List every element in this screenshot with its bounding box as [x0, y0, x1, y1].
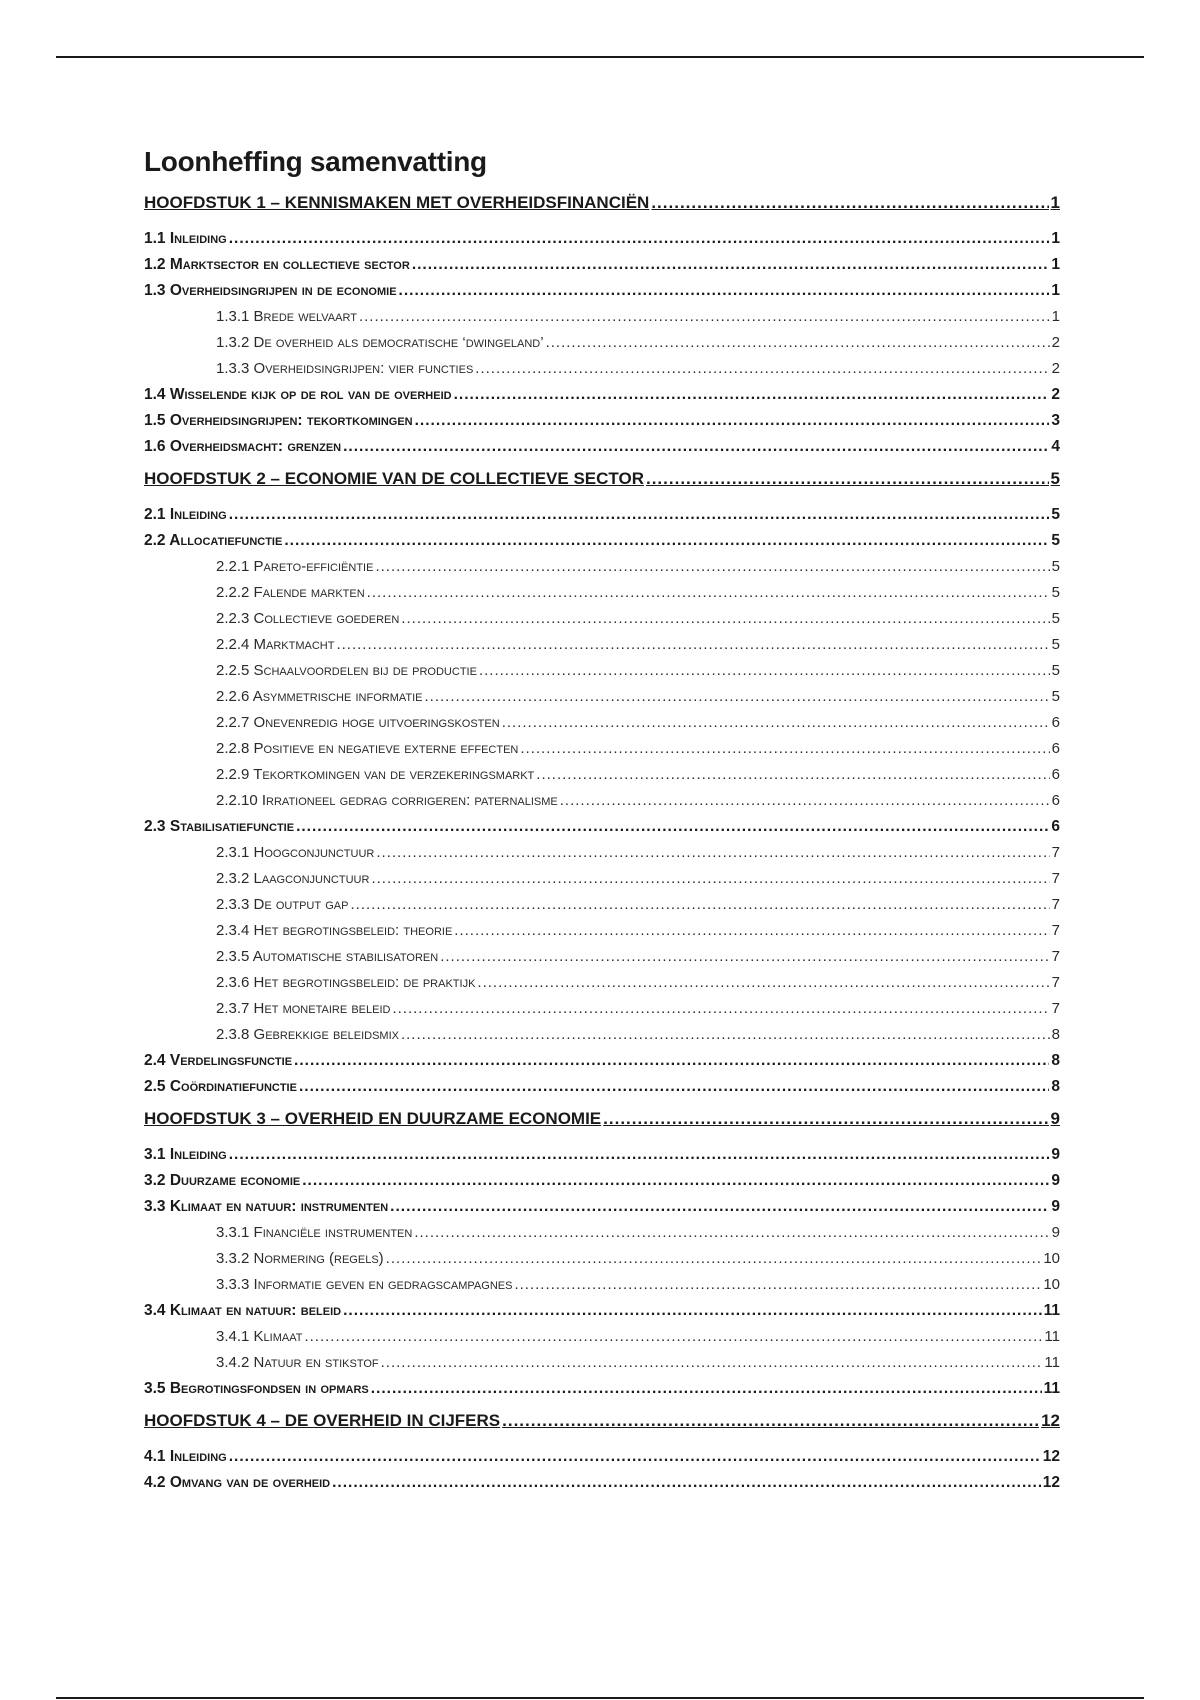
toc-entry-label: 2.2.1 Pareto-efficiëntie — [216, 558, 374, 575]
toc-dot-leader — [229, 226, 1050, 252]
toc-dot-leader — [651, 190, 1048, 216]
toc-dot-leader — [343, 1298, 1042, 1324]
toc-entry-label: 2.3.5 Automatische stabilisatoren — [216, 948, 439, 965]
toc-page-number: 8 — [1051, 1052, 1060, 1069]
toc-dot-leader — [475, 356, 1049, 382]
toc-entry-label: 2.2.7 Onevenredig hoge uitvoeringskosten — [216, 714, 500, 731]
toc-entry-label: 2.2.8 Positieve en negatieve externe effecten — [216, 740, 519, 757]
toc-subsection-entry[interactable] — [144, 892, 1060, 918]
toc-dot-leader — [477, 970, 1049, 996]
toc-page-number: 9 — [1051, 1198, 1060, 1215]
toc-subsection-entry[interactable] — [144, 1022, 1060, 1048]
toc-entry-label: 2.2.6 Asymmetrische informatie — [216, 688, 423, 705]
toc-section-entry[interactable] — [144, 1470, 1060, 1496]
toc-page-number: 2 — [1051, 334, 1060, 351]
toc-subsection-entry[interactable] — [144, 632, 1060, 658]
table-of-contents — [144, 190, 1060, 1496]
toc-page-number: 5 — [1051, 688, 1060, 705]
toc-entry-label: 3.4 Klimaat en natuur: beleid — [144, 1302, 342, 1319]
toc-entry-label: 2.3.1 Hoogconjunctuur — [216, 844, 375, 861]
toc-entry-label: 2.3.6 Het begrotingsbeleid: de praktijk — [216, 974, 476, 991]
toc-page-number: 9 — [1051, 1146, 1060, 1163]
toc-page-number: 5 — [1051, 636, 1060, 653]
toc-page-number: 6 — [1051, 740, 1060, 757]
toc-entry-label: 2.2 Allocatiefunctie — [144, 532, 283, 549]
toc-section-entry[interactable] — [144, 1444, 1060, 1470]
toc-page-number: 1 — [1051, 230, 1060, 247]
toc-dot-leader — [299, 1074, 1049, 1100]
toc-page-number: 11 — [1043, 1302, 1060, 1319]
toc-dot-leader — [332, 1470, 1041, 1496]
toc-section-entry[interactable] — [144, 1194, 1060, 1220]
toc-dot-leader — [454, 918, 1049, 944]
toc-entry-label: 2.2.4 Marktmacht — [216, 636, 335, 653]
toc-subsection-entry[interactable] — [144, 1246, 1060, 1272]
toc-dot-leader — [229, 1142, 1050, 1168]
toc-page-number: 6 — [1051, 766, 1060, 783]
toc-chapter-entry[interactable] — [144, 466, 1060, 492]
toc-subsection-entry[interactable] — [144, 970, 1060, 996]
toc-dot-leader — [440, 944, 1049, 970]
toc-entry-label: 3.3.3 Informatie geven en gedragscampagnes — [216, 1276, 513, 1293]
toc-entry-label: 1.3.1 Brede welvaart — [216, 308, 357, 325]
toc-subsection-entry[interactable] — [144, 788, 1060, 814]
toc-entry-label: 3.3.2 Normering (regels) — [216, 1250, 384, 1267]
footer-rule — [56, 1697, 1144, 1699]
toc-section-entry[interactable] — [144, 226, 1060, 252]
toc-entry-label: HOOFDSTUK 4 – DE OVERHEID IN CIJFERS — [144, 1411, 501, 1430]
toc-page-number: 11 — [1044, 1354, 1060, 1371]
toc-page-number: 6 — [1051, 818, 1060, 835]
toc-subsection-entry[interactable] — [144, 580, 1060, 606]
toc-entry-label: 2.3.2 Laagconjunctuur — [216, 870, 370, 887]
toc-page-number: 5 — [1051, 532, 1060, 549]
toc-entry-label: 1.6 Overheidsmacht: grenzen — [144, 438, 342, 455]
toc-entry-label: 1.2 Marktsector en collectieve sector — [144, 256, 410, 273]
toc-dot-leader — [381, 1350, 1043, 1376]
toc-dot-leader — [479, 658, 1050, 684]
toc-page-number: 8 — [1051, 1078, 1060, 1095]
toc-page-number: 12 — [1042, 1448, 1060, 1465]
toc-section-entry[interactable] — [144, 1298, 1060, 1324]
toc-dot-leader — [284, 528, 1049, 554]
toc-entry-label: 2.3.7 Het monetaire beleid — [216, 1000, 391, 1017]
toc-entry-label: 2.2.10 Irrationeel gedrag corrigeren: paternalisme — [216, 792, 558, 809]
toc-page-number: 5 — [1050, 469, 1060, 488]
toc-page-number: 6 — [1051, 792, 1060, 809]
toc-entry-label: 1.3 Overheidsingrijpen in de economie — [144, 282, 397, 299]
toc-entry-label: 1.4 Wisselende kijk op de rol van de overheid — [144, 386, 452, 403]
toc-dot-leader — [536, 762, 1049, 788]
toc-dot-leader — [399, 278, 1050, 304]
toc-subsection-entry[interactable] — [144, 356, 1060, 382]
toc-page-number: 5 — [1051, 506, 1060, 523]
toc-entry-label: 3.4.1 Klimaat — [216, 1328, 303, 1345]
toc-section-entry[interactable] — [144, 434, 1060, 460]
toc-entry-label: 2.5 Coördinatiefunctie — [144, 1078, 297, 1095]
toc-entry-label: 2.3 Stabilisatiefunctie — [144, 818, 295, 835]
toc-page-number: 7 — [1051, 844, 1060, 861]
toc-page-number: 2 — [1051, 386, 1060, 403]
toc-page-number: 7 — [1051, 870, 1060, 887]
toc-page-number: 12 — [1041, 1411, 1060, 1430]
toc-page-number: 9 — [1050, 1109, 1060, 1128]
toc-dot-leader — [294, 1048, 1049, 1074]
toc-entry-label: 1.1 Inleiding — [144, 230, 227, 247]
toc-page-number: 7 — [1051, 922, 1060, 939]
toc-entry-label: 2.2.5 Schaalvoordelen bij de productie — [216, 662, 477, 679]
toc-page-number: 1 — [1051, 256, 1060, 273]
toc-entry-label: 1.3.3 Overheidsingrijpen: vier functies — [216, 360, 474, 377]
toc-dot-leader — [502, 1408, 1039, 1434]
toc-subsection-entry[interactable] — [144, 918, 1060, 944]
toc-subsection-entry[interactable] — [144, 710, 1060, 736]
toc-page-number: 11 — [1044, 1328, 1060, 1345]
toc-dot-leader — [546, 330, 1050, 356]
toc-dot-leader — [376, 840, 1049, 866]
toc-dot-leader — [343, 434, 1049, 460]
toc-page-number: 7 — [1051, 948, 1060, 965]
toc-section-entry[interactable] — [144, 1168, 1060, 1194]
toc-section-entry[interactable] — [144, 1376, 1060, 1402]
toc-dot-leader — [401, 1022, 1050, 1048]
toc-subsection-entry[interactable] — [144, 1220, 1060, 1246]
toc-page-number: 4 — [1051, 438, 1060, 455]
toc-dot-leader — [304, 1324, 1042, 1350]
toc-entry-label: HOOFDSTUK 3 – OVERHEID EN DUURZAME ECONOMIE — [144, 1109, 602, 1128]
toc-subsection-entry[interactable] — [144, 1350, 1060, 1376]
toc-section-entry[interactable] — [144, 528, 1060, 554]
toc-page-number: 7 — [1051, 896, 1060, 913]
toc-entry-label: 3.4.2 Natuur en stikstof — [216, 1354, 379, 1371]
toc-subsection-entry[interactable] — [144, 736, 1060, 762]
toc-page-number: 5 — [1051, 558, 1060, 575]
toc-dot-leader — [603, 1106, 1048, 1132]
toc-dot-leader — [375, 554, 1049, 580]
toc-section-entry[interactable] — [144, 1074, 1060, 1100]
toc-subsection-entry[interactable] — [144, 866, 1060, 892]
toc-page-number: 1 — [1050, 193, 1060, 212]
toc-entry-label: 4.2 Omvang van de overheid — [144, 1474, 331, 1491]
toc-page-number: 2 — [1051, 360, 1060, 377]
toc-entry-label: 2.2.2 Falende markten — [216, 584, 365, 601]
toc-page-number: 8 — [1051, 1026, 1060, 1043]
toc-dot-leader — [359, 304, 1050, 330]
toc-dot-leader — [560, 788, 1050, 814]
toc-dot-leader — [514, 1272, 1041, 1298]
toc-entry-label: 3.1 Inleiding — [144, 1146, 227, 1163]
toc-section-entry[interactable] — [144, 382, 1060, 408]
toc-entry-label: 1.5 Overheidsingrijpen: tekortkomingen — [144, 412, 413, 429]
toc-section-entry[interactable] — [144, 278, 1060, 304]
toc-subsection-entry[interactable] — [144, 330, 1060, 356]
toc-page-number: 7 — [1051, 974, 1060, 991]
toc-page-number: 5 — [1051, 662, 1060, 679]
toc-page-number: 12 — [1042, 1474, 1060, 1491]
toc-entry-label: 2.4 Verdelingsfunctie — [144, 1052, 293, 1069]
toc-entry-label: 4.1 Inleiding — [144, 1448, 227, 1465]
toc-entry-label: 3.3.1 Financiële instrumenten — [216, 1224, 413, 1241]
toc-dot-leader — [296, 814, 1049, 840]
toc-dot-leader — [390, 1194, 1049, 1220]
header-rule — [56, 56, 1144, 58]
toc-subsection-entry[interactable] — [144, 554, 1060, 580]
toc-page-number: 7 — [1051, 1000, 1060, 1017]
toc-entry-label: 2.3.4 Het begrotingsbeleid: theorie — [216, 922, 453, 939]
toc-dot-leader — [425, 684, 1050, 710]
toc-page-number: 1 — [1051, 308, 1060, 325]
toc-page-number: 9 — [1051, 1224, 1060, 1241]
toc-dot-leader — [415, 408, 1050, 434]
toc-subsection-entry[interactable] — [144, 658, 1060, 684]
toc-subsection-entry[interactable] — [144, 1272, 1060, 1298]
toc-chapter-entry[interactable] — [144, 1106, 1060, 1132]
toc-page-number: 5 — [1051, 584, 1060, 601]
toc-subsection-entry[interactable] — [144, 944, 1060, 970]
toc-dot-leader — [386, 1246, 1042, 1272]
toc-dot-leader — [302, 1168, 1049, 1194]
toc-entry-label: 3.3 Klimaat en natuur: instrumenten — [144, 1198, 389, 1215]
toc-dot-leader — [502, 710, 1050, 736]
toc-page-number: 11 — [1043, 1380, 1060, 1397]
toc-subsection-entry[interactable] — [144, 840, 1060, 866]
toc-dot-leader — [646, 466, 1049, 492]
toc-subsection-entry[interactable] — [144, 1324, 1060, 1350]
toc-dot-leader — [336, 632, 1049, 658]
toc-dot-leader — [371, 866, 1049, 892]
toc-entry-label: HOOFDSTUK 1 – KENNISMAKEN MET OVERHEIDSFINANCIËN — [144, 193, 650, 212]
toc-page-number: 3 — [1051, 412, 1060, 429]
toc-dot-leader — [392, 996, 1049, 1022]
toc-section-entry[interactable] — [144, 814, 1060, 840]
toc-subsection-entry[interactable] — [144, 304, 1060, 330]
toc-dot-leader — [229, 502, 1050, 528]
toc-section-entry[interactable] — [144, 252, 1060, 278]
toc-subsection-entry[interactable] — [144, 996, 1060, 1022]
toc-entry-label: 3.2 Duurzame economie — [144, 1172, 301, 1189]
toc-dot-leader — [371, 1376, 1042, 1402]
toc-chapter-entry[interactable] — [144, 190, 1060, 216]
toc-entry-label: 2.2.3 Collectieve goederen — [216, 610, 400, 627]
toc-entry-label: 2.1 Inleiding — [144, 506, 227, 523]
document-page — [144, 140, 1060, 1496]
toc-dot-leader — [229, 1444, 1041, 1470]
toc-page-number: 10 — [1043, 1276, 1060, 1293]
toc-page-number: 10 — [1043, 1250, 1060, 1267]
toc-entry-label: 2.3.3 De output gap — [216, 896, 349, 913]
toc-dot-leader — [367, 580, 1050, 606]
toc-page-number: 1 — [1051, 282, 1060, 299]
toc-subsection-entry[interactable] — [144, 762, 1060, 788]
toc-entry-label: 3.5 Begrotingsfondsen in opmars — [144, 1380, 369, 1397]
toc-section-entry[interactable] — [144, 1142, 1060, 1168]
toc-dot-leader — [520, 736, 1049, 762]
toc-dot-leader — [350, 892, 1049, 918]
toc-entry-label: HOOFDSTUK 2 – ECONOMIE VAN DE COLLECTIEVE SECTOR — [144, 469, 644, 488]
toc-entry-label: 2.3.8 Gebrekkige beleidsmix — [216, 1026, 399, 1043]
toc-page-number: 6 — [1051, 714, 1060, 731]
toc-subsection-entry[interactable] — [144, 684, 1060, 710]
toc-entry-label: 1.3.2 De overheid als democratische ‘dwingeland’ — [216, 334, 544, 351]
toc-page-number: 9 — [1051, 1172, 1060, 1189]
toc-dot-leader — [414, 1220, 1049, 1246]
toc-page-number: 5 — [1051, 610, 1060, 627]
toc-section-entry[interactable] — [144, 408, 1060, 434]
document-title: Loonheffing samenvatting — [144, 146, 487, 177]
toc-dot-leader — [412, 252, 1050, 278]
toc-section-entry[interactable] — [144, 1048, 1060, 1074]
toc-section-entry[interactable] — [144, 502, 1060, 528]
toc-dot-leader — [454, 382, 1050, 408]
toc-dot-leader — [401, 606, 1049, 632]
toc-subsection-entry[interactable] — [144, 606, 1060, 632]
toc-entry-label: 2.2.9 Tekortkomingen van de verzekeringsmarkt — [216, 766, 535, 783]
toc-chapter-entry[interactable] — [144, 1408, 1060, 1434]
